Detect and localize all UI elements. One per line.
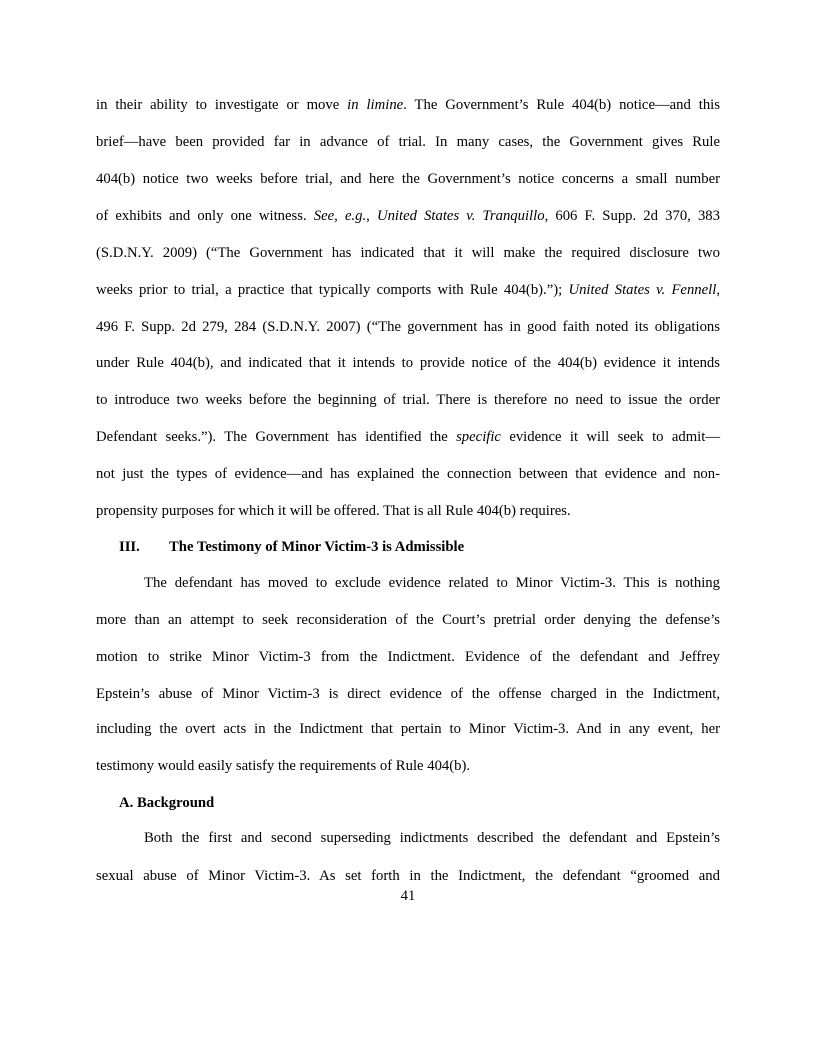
text-segment: evidence it will seek to admit—: [500, 429, 721, 445]
text-line: [144, 829, 720, 847]
text-segment: (S.D.N.Y. 2009) (“The Government has indicated that it will make the required disclosure two: [96, 245, 720, 261]
text-segment: Epstein’s abuse of Minor Victim-3 is direct evidence of the offense charged in the Indictment,: [96, 686, 720, 702]
text-segment: ,: [716, 282, 720, 298]
text-line: [144, 574, 720, 592]
text-line: [96, 465, 720, 483]
text-line: [96, 648, 720, 666]
section-title: The Testimony of Minor Victim-3 is Admissible: [169, 539, 465, 555]
text-line: [96, 867, 720, 885]
text-line: [96, 133, 720, 151]
page-number: 41: [400, 888, 416, 904]
text-line: [96, 318, 720, 336]
text-segment: 496 F. Supp. 2d 279, 284 (S.D.N.Y. 2007) (“The government has in good faith noted its obligations: [96, 319, 720, 335]
text-segment: 404(b) notice two weeks before trial, and here the Government’s notice concerns a small number: [96, 171, 720, 187]
section-heading-iii: [119, 538, 464, 556]
text-segment: brief—have been provided far in advance of trial. In many cases, the Government gives Rule: [96, 134, 720, 150]
text-segment: under Rule 404(b), and indicated that it intends to provide notice of the 404(b) evidence it intends: [96, 355, 720, 371]
text-segment: including the overt acts in the Indictment that pertain to Minor Victim-3. And in any event, her: [96, 721, 720, 737]
text-segment: . The Government’s Rule 404(b) notice—and this: [403, 97, 720, 113]
text-segment: of exhibits and only one witness.: [96, 208, 314, 224]
text-line: [96, 720, 720, 738]
italic-text: United States v. Tranquillo: [376, 208, 545, 224]
text-line: [96, 502, 720, 520]
text-line: [96, 244, 720, 262]
text-segment: Defendant seeks.”). The Government has identified the: [96, 429, 457, 445]
text-segment: testimony would easily satisfy the requirements of Rule 404(b).: [96, 758, 471, 774]
text-line: [96, 207, 720, 225]
text-segment: ,: [366, 208, 377, 224]
italic-text: specific: [456, 429, 501, 445]
text-segment: propensity purposes for which it will be offered. That is all Rule 404(b) requires.: [96, 503, 571, 519]
text-line: [96, 391, 720, 409]
text-segment: in their ability to investigate or move: [96, 97, 348, 113]
text-line: [96, 170, 720, 188]
text-segment: , 606 F. Supp. 2d 370, 383: [544, 208, 720, 224]
italic-text: United States v. Fennell: [568, 282, 717, 298]
text-segment: sexual abuse of Minor Victim-3. As set forth in the Indictment, the defendant “groomed and: [96, 868, 720, 884]
text-segment: not just the types of evidence—and has explained the connection between that evidence and non-: [96, 466, 720, 482]
text-segment: Both the first and second superseding indictments described the defendant and Epstein’s: [144, 830, 720, 846]
text-line: [96, 611, 720, 629]
italic-text: See, e.g.: [313, 208, 367, 224]
text-segment: more than an attempt to seek reconsideration of the Court’s pretrial order denying the defense’s: [96, 612, 720, 628]
text-segment: to introduce two weeks before the beginning of trial. There is therefore no need to issue the order: [96, 392, 720, 408]
section-number: III.: [119, 539, 140, 555]
text-segment: motion to strike Minor Victim-3 from the Indictment. Evidence of the defendant and Jeffrey: [96, 649, 720, 665]
subsection-heading-a: A. Background: [119, 795, 215, 811]
text-line: [96, 96, 720, 114]
text-line: [96, 757, 720, 775]
text-segment: The defendant has moved to exclude evidence related to Minor Victim-3. This is nothing: [144, 575, 720, 591]
text-line: [96, 685, 720, 703]
text-segment: weeks prior to trial, a practice that typically comports with Rule 404(b).”);: [96, 282, 569, 298]
text-line: [96, 354, 720, 372]
text-line: [96, 428, 720, 446]
text-line: [96, 281, 720, 299]
italic-text: in limine: [347, 97, 404, 113]
